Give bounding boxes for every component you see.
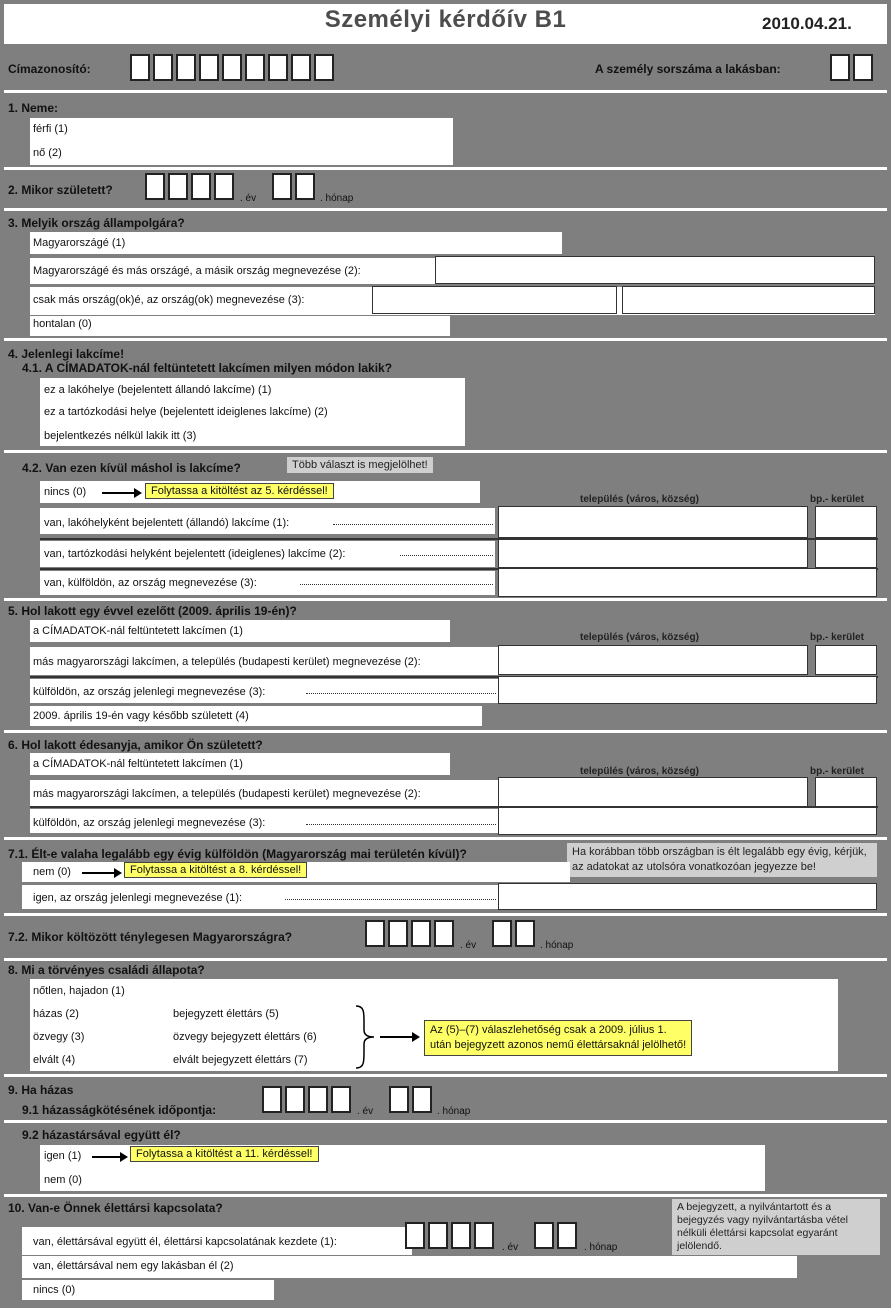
separator xyxy=(4,338,887,341)
q8-option-4[interactable]: elvált (4) xyxy=(33,1054,76,1066)
q6-settlement-input[interactable] xyxy=(498,777,808,807)
digit-cell[interactable] xyxy=(199,54,219,81)
dotted-leader xyxy=(333,524,493,525)
q5-title: 5. Hol lakott egy évvel ezelőtt (2009. április 19-én)? xyxy=(8,604,297,618)
digit-cell[interactable] xyxy=(365,920,385,947)
arrow-icon xyxy=(92,1156,126,1158)
q1-options-box xyxy=(30,118,453,165)
digit-cell[interactable] xyxy=(262,1086,282,1113)
arrow-icon xyxy=(380,1036,418,1038)
q4-settlement-header: település (város, község) xyxy=(580,494,699,505)
digit-cell[interactable] xyxy=(492,920,512,947)
arrow-icon xyxy=(102,492,140,494)
digit-cell[interactable] xyxy=(191,173,211,200)
q3-country-input[interactable] xyxy=(435,256,875,284)
q8-option-6[interactable]: özvegy bejegyzett élettárs (6) xyxy=(173,1031,317,1043)
arrow-icon xyxy=(82,872,120,874)
digit-cell[interactable] xyxy=(168,173,188,200)
q9-2-title: 9.2 házastársával együtt él? xyxy=(22,1128,181,1142)
q4-2-settlement-input-2[interactable] xyxy=(498,539,808,568)
separator xyxy=(4,208,887,211)
q5-country-input[interactable] xyxy=(498,676,877,704)
q1-option-1[interactable]: férfi (1) xyxy=(33,123,68,135)
separator xyxy=(4,450,887,453)
q8-note-line-2: után bejegyzett azonos nemű élettársaknál jelölhető! xyxy=(430,1039,687,1051)
dotted-leader xyxy=(400,555,493,556)
q8-option-7[interactable]: elvált bejegyzett élettárs (7) xyxy=(173,1054,308,1066)
q9-2-option-0[interactable]: nem (0) xyxy=(44,1174,82,1186)
separator xyxy=(4,1074,887,1077)
digit-cell[interactable] xyxy=(557,1222,577,1249)
q7-1-country-input[interactable] xyxy=(498,883,877,910)
q7-1-option-0[interactable]: nem (0) xyxy=(33,866,71,878)
separator xyxy=(4,958,887,961)
q4-2-district-input-1[interactable] xyxy=(815,506,877,538)
separator xyxy=(4,167,887,170)
q5-district-header: bp.- kerület xyxy=(810,632,864,643)
q9-1-title: 9.1 házasságkötésének időpontja: xyxy=(22,1103,217,1117)
q8-note xyxy=(424,1020,692,1056)
digit-cell[interactable] xyxy=(176,54,196,81)
digit-cell[interactable] xyxy=(331,1086,351,1113)
q4-title: 4. Jelenlegi lakcíme! xyxy=(8,347,125,361)
digit-cell[interactable] xyxy=(314,54,334,81)
q4-2-title: 4.2. Van ezen kívül máshol is lakcíme? xyxy=(22,461,241,475)
person-number-cells[interactable] xyxy=(830,54,873,81)
q7-1-note: Ha korábban több országban is élt legalább egy évig, kérjük, az adatokat az utolsóra vonatkozóan jegyezze be! xyxy=(567,843,877,877)
q9-title: 9. Ha házas xyxy=(8,1083,74,1097)
q4-2-option-0[interactable]: nincs (0) xyxy=(44,486,87,498)
digit-cell[interactable] xyxy=(389,1086,409,1113)
dotted-leader xyxy=(306,693,496,694)
q4-2-settlement-input-1[interactable] xyxy=(498,506,808,538)
separator xyxy=(4,598,887,601)
q9-1-month-unit: . hónap xyxy=(437,1106,471,1117)
q2-month-cells[interactable] xyxy=(272,173,315,200)
q4-2-country-input[interactable] xyxy=(498,568,877,597)
digit-cell[interactable] xyxy=(214,173,234,200)
q5-district-input[interactable] xyxy=(815,645,877,675)
q10-month-unit: . hónap xyxy=(584,1242,618,1253)
digit-cell[interactable] xyxy=(474,1222,494,1249)
q8-option-2[interactable]: házas (2) xyxy=(33,1008,79,1020)
q2-year-unit: . év xyxy=(240,193,257,204)
q1-title: 1. Neme: xyxy=(8,101,59,115)
q1-option-2[interactable]: nő (2) xyxy=(33,147,62,159)
q6-option-2[interactable]: más magyarországi lakcímen, a település (budapesti kerület) megnevezése (2): xyxy=(33,788,421,800)
q7-2-year-unit: . év xyxy=(460,940,477,951)
q5-settlement-header: település (város, község) xyxy=(580,632,699,643)
q8-option-5[interactable]: bejegyzett élettárs (5) xyxy=(173,1008,279,1020)
q6-settlement-header: település (város, község) xyxy=(580,766,699,777)
digit-cell[interactable] xyxy=(405,1222,425,1249)
q10-option-1[interactable]: van, élettársával együtt él, élettársi kapcsolatának kezdete (1): xyxy=(33,1236,337,1248)
q10-option-2[interactable]: van, élettársával nem egy lakásban él (2) xyxy=(33,1260,234,1272)
digit-cell[interactable] xyxy=(268,54,288,81)
q4-2-district-input-2[interactable] xyxy=(815,539,877,568)
q6-option-1[interactable]: a CÍMADATOK-nál feltüntetett lakcímen (1) xyxy=(33,758,243,770)
q10-option-0[interactable]: nincs (0) xyxy=(33,1284,76,1296)
q7-1-skip-note: Folytassa a kitöltést a 8. kérdéssel! xyxy=(124,862,307,878)
digit-cell[interactable] xyxy=(130,54,150,81)
digit-cell[interactable] xyxy=(285,1086,305,1113)
separator xyxy=(4,1120,887,1123)
q6-country-input[interactable] xyxy=(498,807,877,835)
q4-2-skip-note: Folytassa a kitöltést az 5. kérdéssel! xyxy=(145,483,334,499)
q7-2-year-cells[interactable] xyxy=(365,920,454,947)
q3-country-input-b[interactable] xyxy=(622,286,875,314)
q4-2-note: Több választ is megjelölhet! xyxy=(287,457,433,473)
q7-2-title: 7.2. Mikor költözött ténylegesen Magyarországra? xyxy=(8,930,293,944)
q4-1-title: 4.1. A CÍMADATOK-nál feltüntetett lakcímen milyen módon lakik? xyxy=(22,361,393,375)
q7-1-title: 7.1. Élt-e valaha legalább egy évig külföldön (Magyarország mai területén kívül)? xyxy=(8,847,467,861)
q5-option-2[interactable]: más magyarországi lakcímen, a település (budapesti kerület) megnevezése (2): xyxy=(33,656,421,668)
separator xyxy=(4,90,887,93)
digit-cell[interactable] xyxy=(830,54,850,81)
q2-year-cells[interactable] xyxy=(145,173,234,200)
q7-2-month-unit: . hónap xyxy=(540,940,574,951)
curly-brace-icon xyxy=(352,1004,380,1070)
digit-cell[interactable] xyxy=(295,173,315,200)
digit-cell[interactable] xyxy=(515,920,535,947)
separator xyxy=(4,1194,887,1197)
q4-district-header: bp.- kerület xyxy=(810,494,864,505)
q3-option-2[interactable]: Magyarországé és más országé, a másik ország megnevezése (2): xyxy=(33,265,361,277)
q10-year-unit: . év xyxy=(502,1242,519,1253)
address-id-label: Címazonosító: xyxy=(8,62,91,76)
digit-cell[interactable] xyxy=(245,54,265,81)
q6-title: 6. Hol lakott édesanyja, amikor Ön született? xyxy=(8,738,263,752)
q10-month-cells[interactable] xyxy=(534,1222,577,1249)
q4-2-option-2[interactable]: van, tartózkodási helyként bejelentett (ideiglenes) lakcíme (2): xyxy=(44,548,346,560)
q6-district-input[interactable] xyxy=(815,777,877,807)
q5-option-3[interactable]: külföldön, az ország jelenlegi megnevezése (3): xyxy=(33,686,266,698)
digit-cell[interactable] xyxy=(308,1086,328,1113)
dotted-leader xyxy=(306,824,496,825)
q4-1-option-2[interactable]: ez a tartózkodási helye (bejelentett ideiglenes lakcíme) (2) xyxy=(44,406,328,418)
q9-1-month-cells[interactable] xyxy=(389,1086,432,1113)
person-number-label: A személy sorszáma a lakásban: xyxy=(595,62,781,76)
digit-cell[interactable] xyxy=(153,54,173,81)
digit-cell[interactable] xyxy=(853,54,873,81)
digit-cell[interactable] xyxy=(272,173,292,200)
q5-settlement-input[interactable] xyxy=(498,645,808,675)
q2-title: 2. Mikor született? xyxy=(8,183,113,197)
q9-1-year-cells[interactable] xyxy=(262,1086,351,1113)
separator xyxy=(4,730,887,733)
q4-1-option-3[interactable]: bejelentkezés nélkül lakik itt (3) xyxy=(44,430,197,442)
digit-cell[interactable] xyxy=(412,1086,432,1113)
q9-2-option-1[interactable]: igen (1) xyxy=(44,1150,82,1162)
q7-2-month-cells[interactable] xyxy=(492,920,535,947)
q8-option-1[interactable]: nőtlen, hajadon (1) xyxy=(33,985,125,997)
q6-option-3[interactable]: külföldön, az ország jelenlegi megnevezése (3): xyxy=(33,817,266,829)
q8-box-tail xyxy=(150,1068,838,1071)
dotted-leader xyxy=(285,899,496,900)
form-title: Személyi kérdőív B1 xyxy=(324,6,567,33)
separator xyxy=(4,913,887,916)
q3-option-1[interactable]: Magyarországé (1) xyxy=(33,237,126,249)
q5-option-1[interactable]: a CÍMADATOK-nál feltüntetett lakcímen (1) xyxy=(33,625,243,637)
digit-cell[interactable] xyxy=(411,920,431,947)
q10-title: 10. Van-e Önnek élettársi kapcsolata? xyxy=(8,1201,223,1215)
digit-cell[interactable] xyxy=(388,920,408,947)
q7-1-option-1[interactable]: igen, az ország jelenlegi megnevezése (1): xyxy=(33,892,243,904)
q3-option-4[interactable]: hontalan (0) xyxy=(33,318,92,330)
q8-note-line-1: Az (5)–(7) válaszlehetőség csak a 2009. július 1. xyxy=(430,1024,667,1036)
q10-note: A bejegyzett, a nyilvántartott és a bejegyzés vagy nyilvántartásba vétel nélküli élettársi kapcsolat egyaránt jelölendő. xyxy=(672,1199,880,1255)
separator xyxy=(4,837,887,840)
digit-cell[interactable] xyxy=(534,1222,554,1249)
q3-title: 3. Melyik ország állampolgára? xyxy=(8,216,185,230)
q9-1-year-unit: . év xyxy=(357,1106,374,1117)
q4-1-option-1[interactable]: ez a lakóhelye (bejelentett állandó lakcíme) (1) xyxy=(44,384,272,396)
q6-district-header: bp.- kerület xyxy=(810,766,864,777)
q8-option-3[interactable]: özvegy (3) xyxy=(33,1031,85,1043)
q8-title: 8. Mi a törvényes családi állapota? xyxy=(8,963,205,977)
digit-cell[interactable] xyxy=(222,54,242,81)
q3-option-3[interactable]: csak más ország(ok)é, az ország(ok) megnevezése (3): xyxy=(33,294,305,306)
q2-month-unit: . hónap xyxy=(320,193,354,204)
q4-2-option-1[interactable]: van, lakóhelyként bejelentett (állandó) lakcíme (1): xyxy=(44,517,290,529)
form-date: 2010.04.21. xyxy=(762,14,852,33)
digit-cell[interactable] xyxy=(434,920,454,947)
digit-cell[interactable] xyxy=(451,1222,471,1249)
q10-year-cells[interactable] xyxy=(405,1222,494,1249)
q4-2-option-3[interactable]: van, külföldön, az ország megnevezése (3): xyxy=(44,577,257,589)
q5-option-4[interactable]: 2009. április 19-én vagy később született (4) xyxy=(33,710,249,722)
dotted-leader xyxy=(300,584,493,585)
q3-country-input-a[interactable] xyxy=(372,286,617,314)
digit-cell[interactable] xyxy=(428,1222,448,1249)
q9-2-skip-note: Folytassa a kitöltést a 11. kérdéssel! xyxy=(130,1146,319,1162)
digit-cell[interactable] xyxy=(291,54,311,81)
digit-cell[interactable] xyxy=(145,173,165,200)
q3-box xyxy=(30,316,450,336)
address-id-cells[interactable] xyxy=(130,54,334,81)
